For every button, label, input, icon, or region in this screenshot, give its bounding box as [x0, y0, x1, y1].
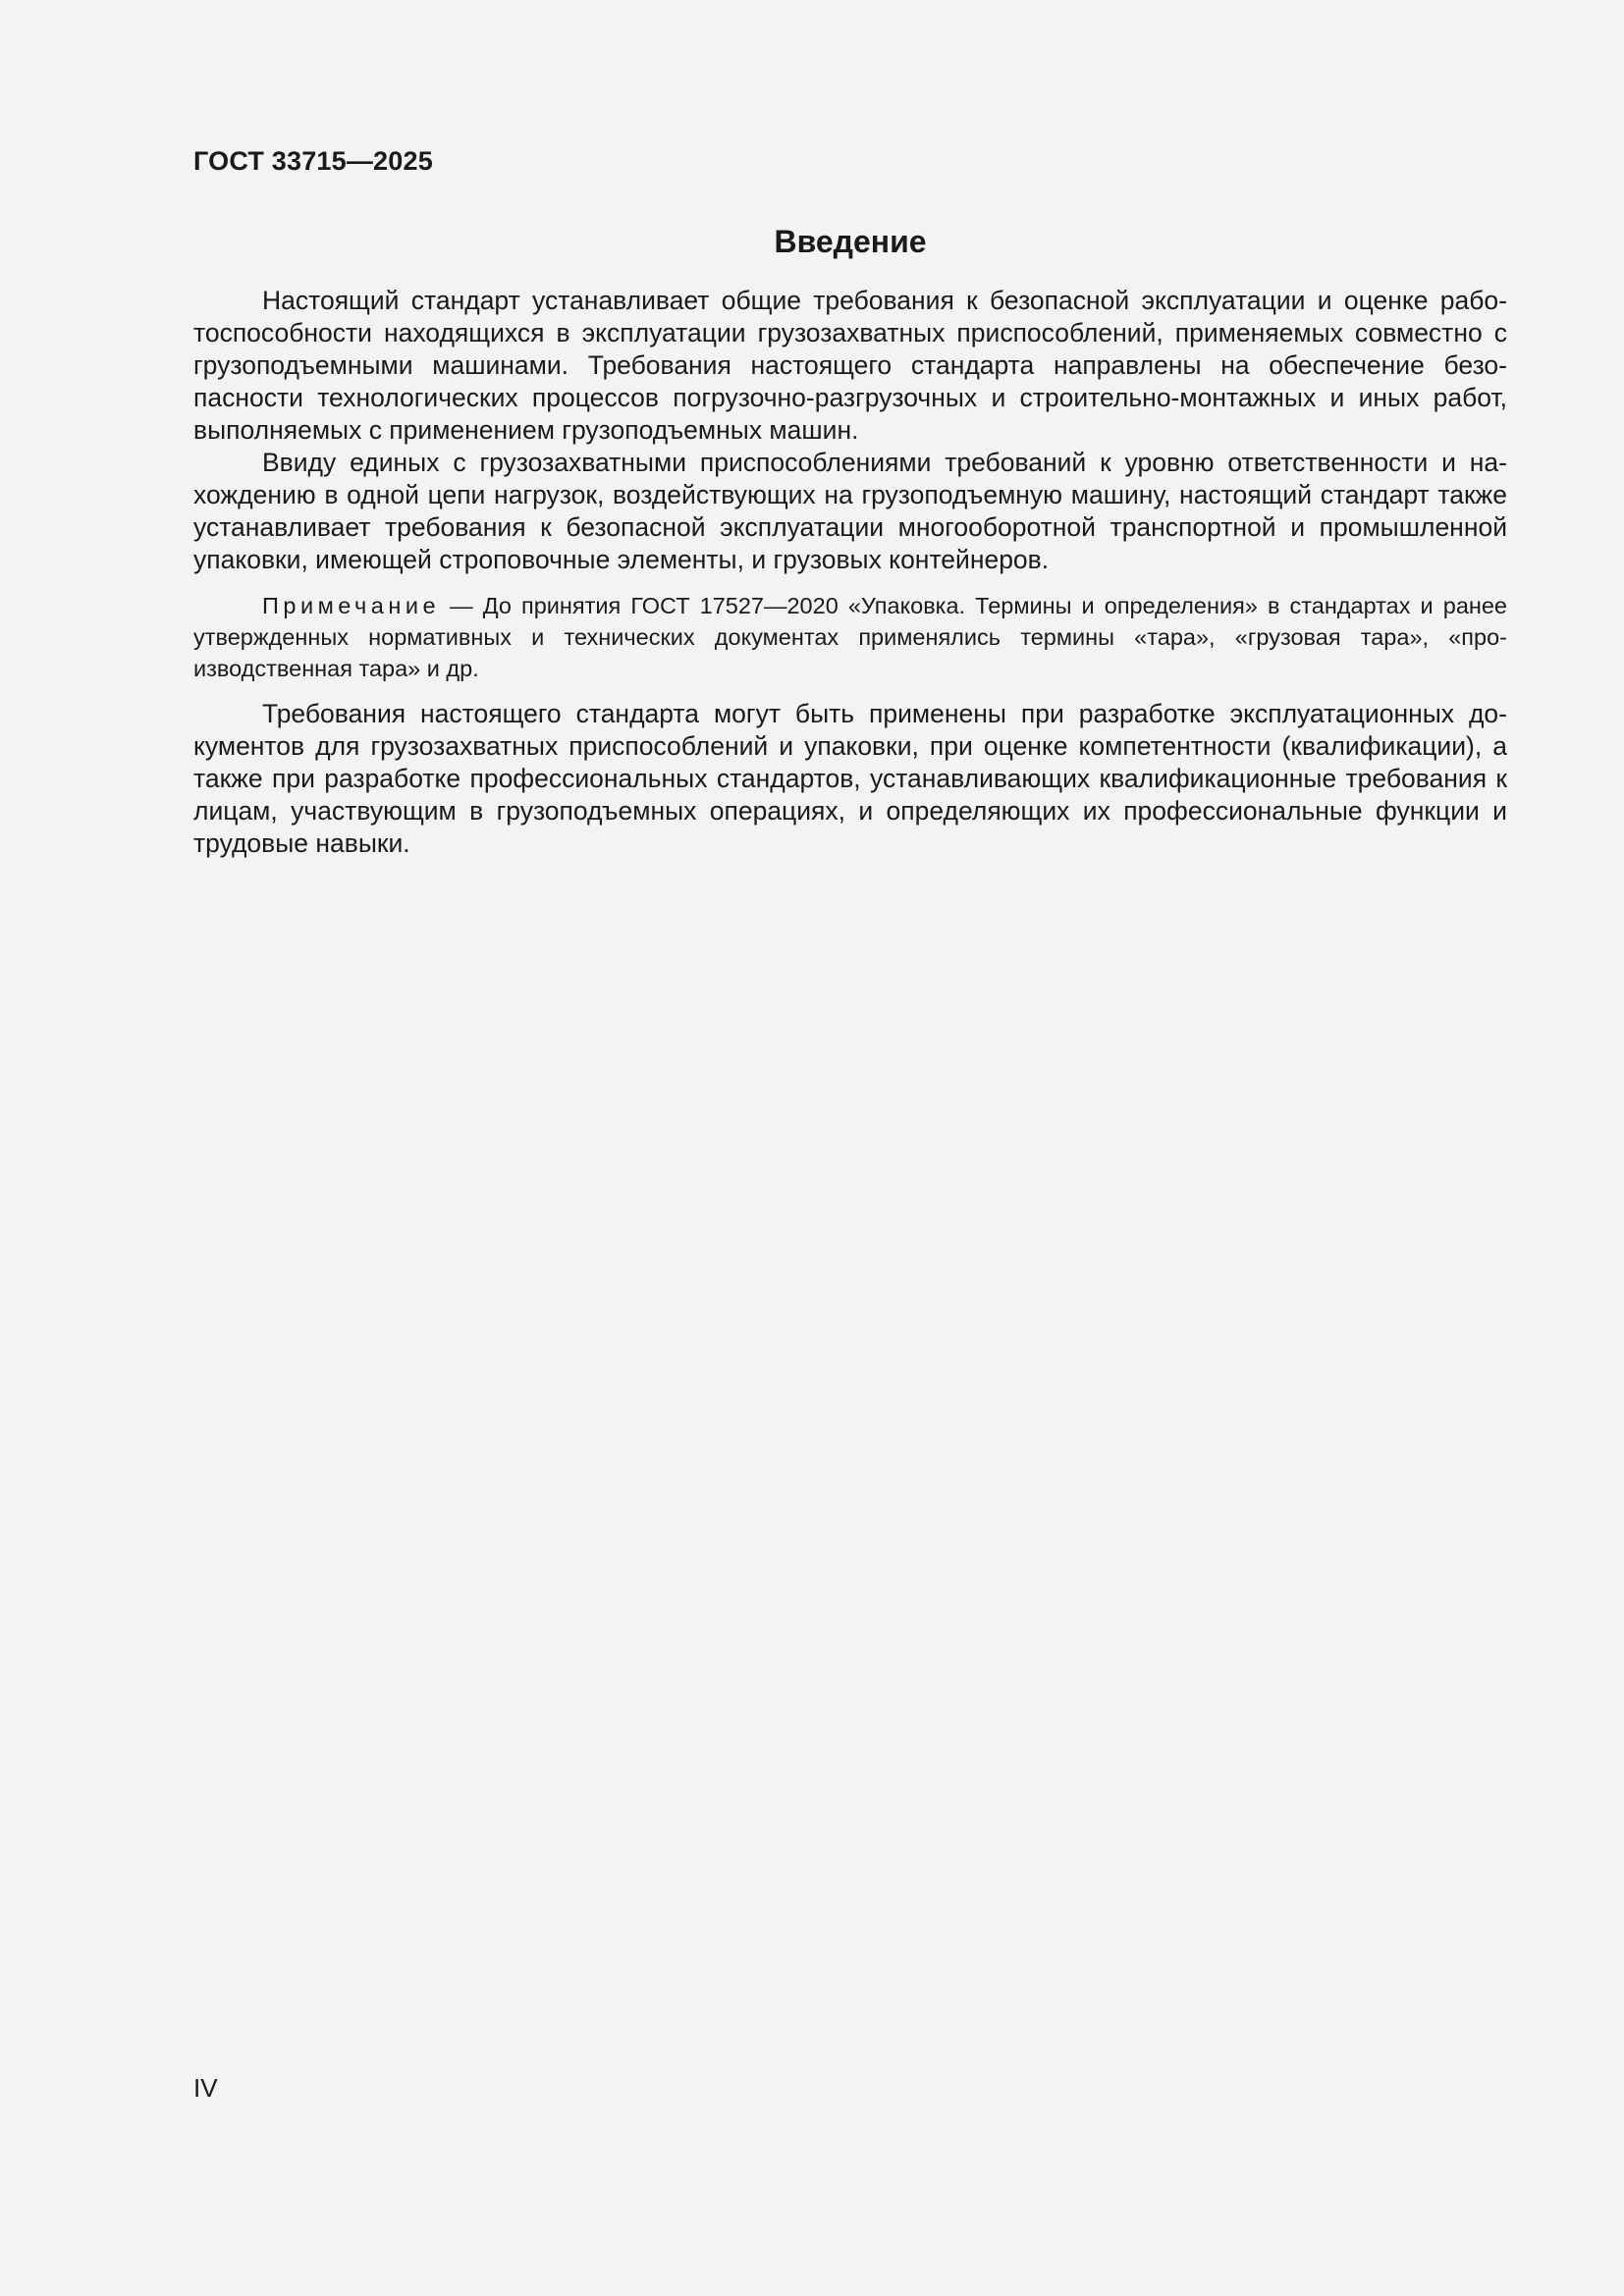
section-body [193, 285, 1507, 860]
page-number: IV [193, 2073, 218, 2103]
note-text: — До принятия ГОСТ 17527—2020 «Упаковка. Термины и определения» в стандартах и ранее утвержденных нормативных и технических документах применялись термины «тара», «грузовая тара», «производственная тара» и др. [193, 593, 1507, 681]
note [193, 590, 1507, 684]
note-label: Примечание [262, 593, 441, 618]
document-code: ГОСТ 33715—2025 [193, 146, 433, 176]
paragraph-3: Требования настоящего стандарта могут быть применены при разработке эксплуатационных документов для грузозахватных приспособлений и упаковки, при оценке компетентности (квалификации), а также при разработке профессиональных стандартов, устанавливающих квалификационные требования к лицам, участвующим в грузоподъемных операциях, и определяющих их профессиональные функции и трудовые навыки. [193, 699, 1507, 858]
paragraph-1: Настоящий стандарт устанавливает общие требования к безопасной эксплуатации и оценке работоспособности находящихся в эксплуатации грузозахватных приспособлений, применяемых совместно с грузоподъемными машинами. Требования настоящего стандарта направлены на обеспечение безопасности технологических процессов погрузочно-разгрузочных и строительно-монтажных и иных работ, выполняемых с применением грузоподъемных машин. [193, 286, 1507, 445]
section-title: Введение [774, 224, 927, 259]
paragraph-2: Ввиду единых с грузозахватными приспособлениями требований к уровню ответственности и нахождению в одной цепи нагрузок, воздействующих на грузоподъемную машину, настоящий стандарт также устанавливает требования к безопасной эксплуатации многооборотной транспортной и промышленной упаковки, имеющей строповочные элементы, и грузовых контейнеров. [193, 448, 1507, 574]
